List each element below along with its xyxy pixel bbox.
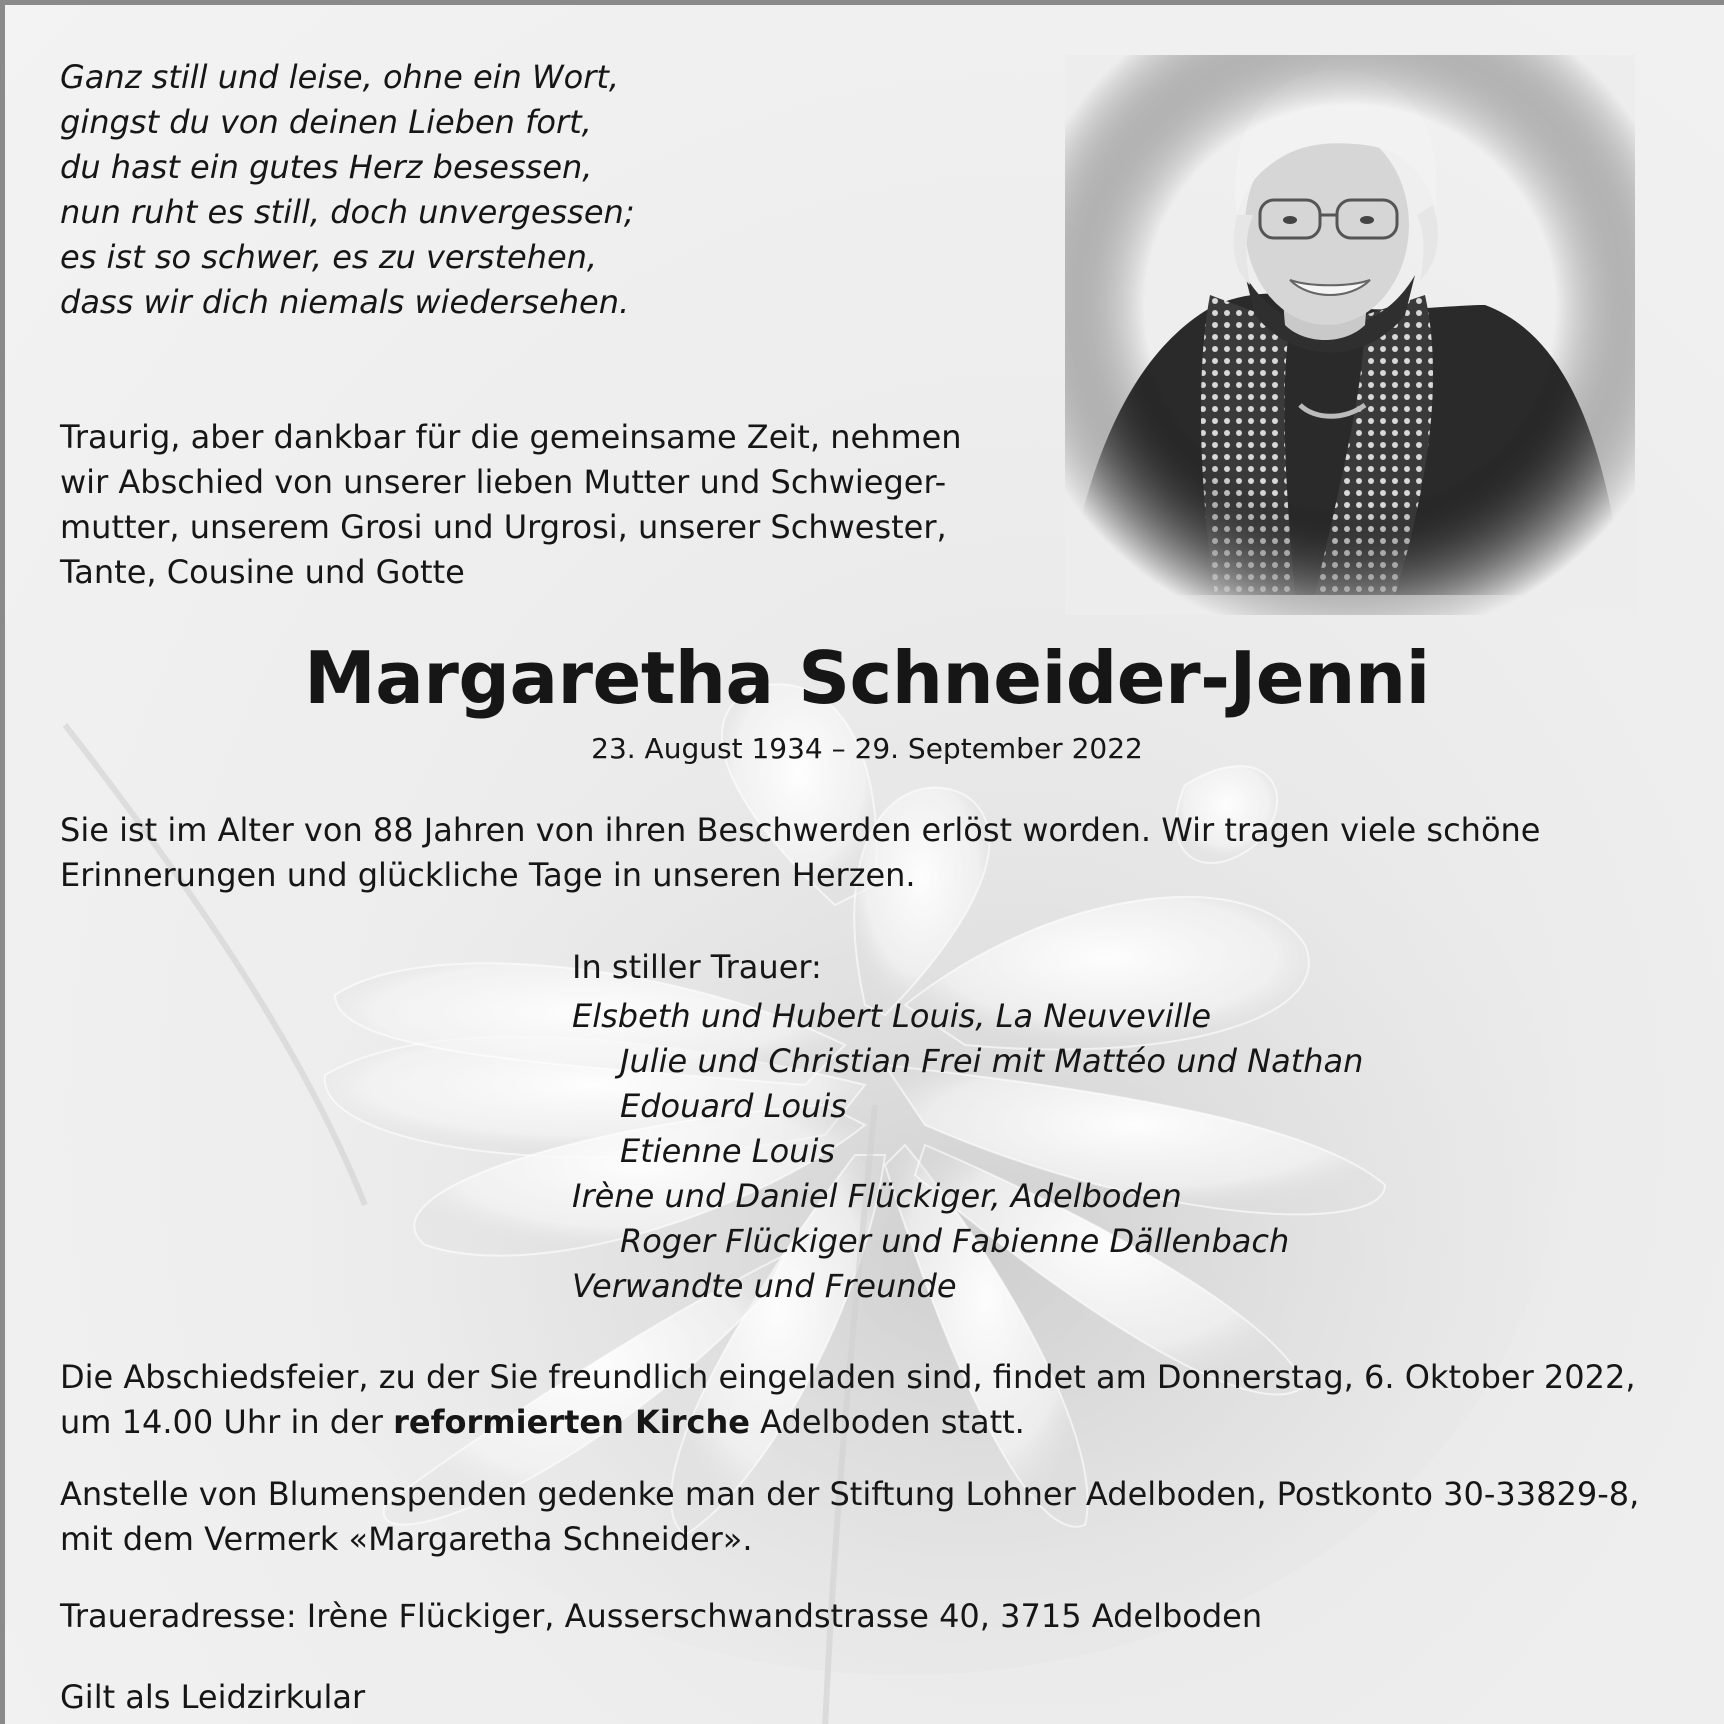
intro-line: Traurig, aber dankbar für die gemeinsame Zeit, nehmen <box>60 418 962 456</box>
intro-paragraph <box>60 415 1010 595</box>
ceremony-text: um 14.00 Uhr in der <box>60 1403 394 1441</box>
mourners-heading: In stiller Trauer: <box>572 948 822 986</box>
portrait-photo <box>1065 55 1635 615</box>
donation-paragraph <box>60 1472 1680 1562</box>
intro-line: wir Abschied von unserer lieben Mutter und Schwieger- <box>60 463 947 501</box>
mourner-entry: Roger Flückiger und Fabienne Dällenbach <box>620 1222 1290 1260</box>
ceremony-line: Die Abschiedsfeier, zu der Sie freundlich eingeladen sind, findet am Donnerstag, 6. Oktober 2022, <box>60 1358 1636 1396</box>
circular-note: Gilt als Leidzirkular <box>60 1678 366 1716</box>
verse-line: nun ruht es still, doch unvergessen; <box>60 193 635 231</box>
mourner-entry: Etienne Louis <box>620 1132 836 1170</box>
ceremony-text: Adelboden statt. <box>750 1403 1025 1441</box>
intro-line: mutter, unserem Grosi und Urgrosi, unserer Schwester, <box>60 508 947 546</box>
deceased-name: Margaretha Schneider-Jenni <box>304 636 1430 720</box>
verse-line: Ganz still und leise, ohne ein Wort, <box>60 58 620 96</box>
verse-line: gingst du von deinen Lieben fort, <box>60 103 592 141</box>
age-paragraph <box>60 808 1680 898</box>
mourner-entry: Edouard Louis <box>620 1087 847 1125</box>
mourner-entry: Verwandte und Freunde <box>572 1267 957 1305</box>
mourners-block <box>572 945 1363 1309</box>
mourner-entry: Elsbeth und Hubert Louis, La Neuveville <box>572 997 1212 1035</box>
age-line: Erinnerungen und glückliche Tage in unseren Herzen. <box>60 856 916 894</box>
church-name: reformierten Kirche <box>393 1403 750 1441</box>
mourners-list <box>572 994 1363 1309</box>
life-dates: 23. August 1934 – 29. September 2022 <box>591 732 1143 765</box>
donation-line: Anstelle von Blumenspenden gedenke man der Stiftung Lohner Adelboden, Postkonto 30-33829-8, <box>60 1475 1640 1513</box>
memorial-verse <box>60 55 635 325</box>
verse-line: dass wir dich niemals wiedersehen. <box>60 283 630 321</box>
verse-line: es ist so schwer, es zu verstehen, <box>60 238 598 276</box>
ceremony-line <box>60 1400 1680 1445</box>
mourning-address: Traueradresse: Irène Flückiger, Ausserschwandstrasse 40, 3715 Adelboden <box>60 1597 1263 1635</box>
ceremony-paragraph <box>60 1355 1680 1445</box>
mourner-entry: Julie und Christian Frei mit Mattéo und Nathan <box>620 1042 1364 1080</box>
mourner-entry: Irène und Daniel Flückiger, Adelboden <box>572 1177 1182 1215</box>
age-line: Sie ist im Alter von 88 Jahren von ihren Beschwerden erlöst worden. Wir tragen viele schöne <box>60 811 1541 849</box>
verse-line: du hast ein gutes Herz besessen, <box>60 148 593 186</box>
donation-line: mit dem Vermerk «Margaretha Schneider». <box>60 1520 753 1558</box>
intro-line: Tante, Cousine und Gotte <box>60 553 465 591</box>
